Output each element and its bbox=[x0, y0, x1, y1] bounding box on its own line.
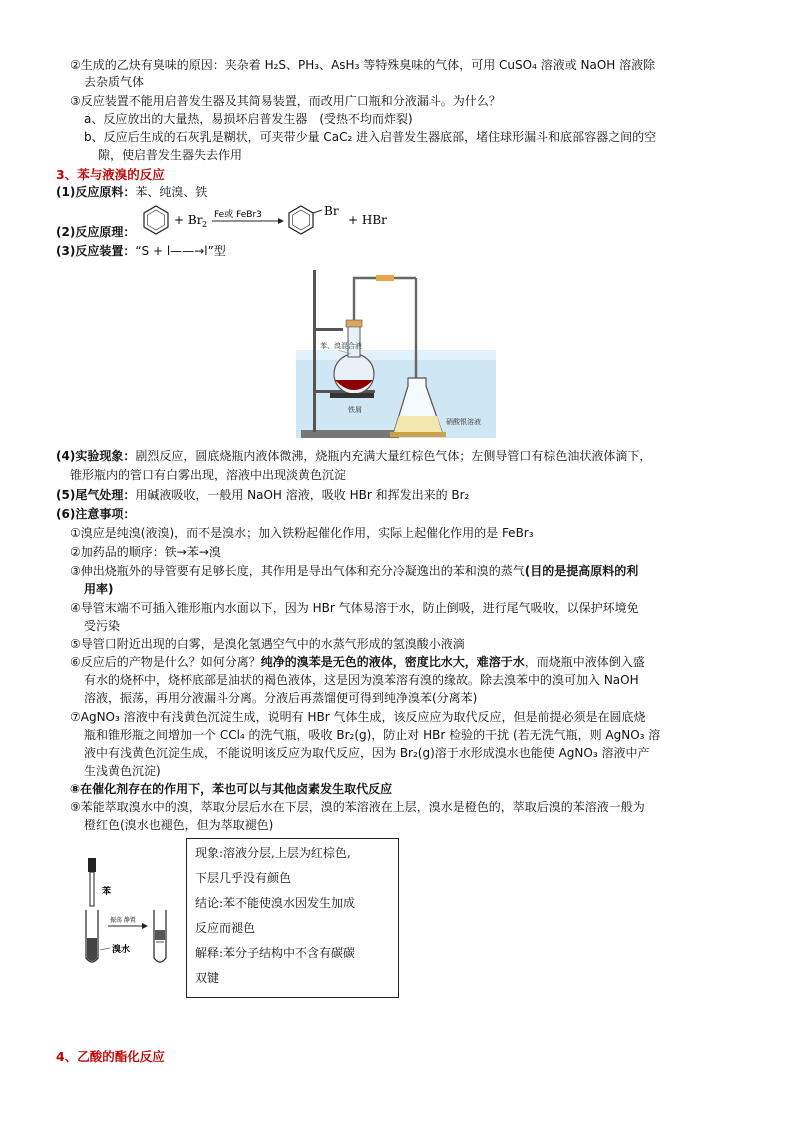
note-7a: ⑦AgNO₃ 溶液中有浅黄色沉淀生成，说明有 HBr 气体生成，该反应应为取代反应，但是前提必须是在圆底烧 bbox=[70, 710, 646, 724]
arrow-head-icon bbox=[278, 218, 284, 224]
raw-materials: (1)反应原料：苯、纯溴、铁 bbox=[56, 185, 208, 199]
reaction-equation bbox=[140, 202, 410, 242]
note-7d: 生浅黄色沉淀) bbox=[84, 764, 161, 778]
note-9b: 橙红色(溴水也褪色，但为萃取褪色) bbox=[84, 818, 274, 832]
tail-gas: (5)尾气处理：用碱液吸收，一般用 NaOH 溶液，吸收 HBr 和挥发出来的 Br₂ bbox=[56, 488, 470, 502]
phenomena-line-2: 锥形瓶内的管口有白雾出现，溶液中出现淡黄色沉淀 bbox=[70, 468, 347, 482]
eq-br: Br bbox=[324, 204, 339, 218]
box-line-3: 结论:苯不能使溴水因发生加成 bbox=[195, 896, 356, 910]
note-7c: 液中有浅黄色沉淀生成，不能说明该反应为取代反应，因为 Br₂(g)溶于水形成溴水也能使 AgNO₃ 溶液中产 bbox=[84, 746, 650, 760]
note-6b: 有水的烧杯中，烧杯底部是油状的褐色液体，这是因为溴苯溶有溴的缘故。除去溴苯中的溴可加入 NaOH bbox=[84, 673, 639, 687]
apparatus-type: (3)反应装置：“S + l——→l”型 bbox=[56, 244, 226, 258]
label-mix: 苯、溴混合液 bbox=[320, 342, 362, 350]
phenomena-line-1: (4)实验现象：剧烈反应，圆底烧瓶内液体微沸，烧瓶内充满大量红棕色气体；左侧导管口有棕色油状液体滴下， bbox=[56, 449, 652, 463]
note-5: ⑤导管口附近出现的白雾，是溴化氢遇空气中的水蒸气形成的氢溴酸小液滴 bbox=[70, 637, 465, 651]
observation-box bbox=[186, 838, 399, 998]
box-line-2: 下层几乎没有颜色 bbox=[195, 871, 292, 885]
intro-line-b1: b、反应后生成的石灰乳是糊状，可夹带少量 CaC₂ 进入启普发生器底部，堵住球形漏斗和底部容器之间的空 bbox=[84, 130, 657, 144]
intro-line-2b: 去杂质气体 bbox=[84, 75, 145, 89]
eq-hbr: + HBr bbox=[348, 213, 387, 227]
note-3b: 用率) bbox=[84, 582, 114, 596]
note-4b: 受污染 bbox=[84, 619, 121, 633]
iron-filings bbox=[330, 393, 374, 398]
arrow-right-icon bbox=[142, 923, 148, 929]
box-line-6: 双键 bbox=[195, 971, 220, 985]
note-1: ①溴应是纯溴(液溴)，而不是溴水；加入铁粉起催化作用，实际上起催化作用的是 FeBr₃ bbox=[70, 526, 534, 540]
principle-label: (2)反应原理： bbox=[56, 225, 136, 239]
note-2: ②加药品的顺序：铁→苯→溴 bbox=[70, 545, 221, 559]
eq-br2-subscript: 2 bbox=[202, 220, 208, 229]
note-6a: ⑥反应后的产物是什么？如何分离？纯净的溴苯是无色的液体，密度比水大，难溶于水，而烧瓶中液体倒入盛 bbox=[70, 655, 645, 669]
extraction-figure bbox=[80, 850, 180, 970]
note-3a: ③伸出烧瓶外的导管要有足够长度，其作用是导出气体和充分冷凝逸出的苯和溴的蒸气(目的是提高原料的利 bbox=[70, 564, 639, 578]
intro-line-2a: ②生成的乙炔有臭味的原因：夹杂着 H₂S、PH₃、AsH₃ 等特殊臭味的气体，可用 CuSO₄ 溶液或 NaOH 溶液除 bbox=[70, 58, 656, 72]
eq-catalyst: Fe或 FeBr3 bbox=[214, 210, 262, 220]
stopper bbox=[346, 320, 362, 327]
dropper bbox=[90, 872, 94, 906]
box-line-1: 现象:溶液分层,上层为红棕色, bbox=[195, 846, 351, 860]
note-4a: ④导管末端不可插入锥形瓶内水面以下，因为 HBr 气体易溶于水，防止倒吸，进行尾气吸收，以保护环境免 bbox=[70, 601, 639, 615]
section-3-title: 3、苯与液溴的反应 bbox=[56, 167, 165, 182]
note-7b: 瓶和锥形瓶之间增加一个 CCl₄ 的洗气瓶，吸收 Br₂(g)，防止对 HBr 检验的干扰 (若无洗气瓶，则 AgNO₃ 溶 bbox=[84, 728, 661, 742]
label-benzene: 苯 bbox=[102, 887, 112, 897]
intro-line-b2: 隙，使启普发生器失去作用 bbox=[98, 148, 243, 162]
dropper-bulb bbox=[88, 858, 96, 872]
label-bromine-water: 溴水 bbox=[112, 945, 131, 955]
label-agno3: 硝酸银溶液 bbox=[446, 418, 481, 426]
note-8: ⑧在催化剂存在的作用下，苯也可以与其他卤素发生取代反应 bbox=[70, 782, 393, 796]
note-6c: 溶液，振荡，再用分液漏斗分离。分液后再蒸馏便可得到纯净溴苯(分离苯) bbox=[84, 691, 478, 705]
label-iron: 铁屑 bbox=[348, 406, 362, 414]
box-line-4: 反应而褪色 bbox=[195, 921, 256, 935]
note-9a: ⑨苯能萃取溴水中的溴，萃取分层后水在下层，溴的苯溶液在上层，溴水是橙色的，萃取后溴的苯溶液一般为 bbox=[70, 800, 645, 814]
stand-rod bbox=[313, 270, 316, 432]
apparatus-figure bbox=[296, 262, 498, 440]
box-line-5: 解释:苯分子结构中不含有碳碳 bbox=[195, 946, 356, 960]
section-4-title: 4、乙酸的酯化反应 bbox=[56, 1049, 165, 1064]
intro-line-a: a、反应放出的大量热，易损坏启普发生器 (受热不均而炸裂) bbox=[84, 112, 413, 126]
eq-plus-br2: + Br bbox=[174, 213, 203, 227]
notes-label: (6)注意事项： bbox=[56, 507, 136, 521]
intro-line-3: ③反应装置不能用启普发生器及其简易装置，而改用广口瓶和分液漏斗。为什么？ bbox=[70, 94, 501, 108]
label-shake: 振荡 静置 bbox=[110, 917, 136, 924]
